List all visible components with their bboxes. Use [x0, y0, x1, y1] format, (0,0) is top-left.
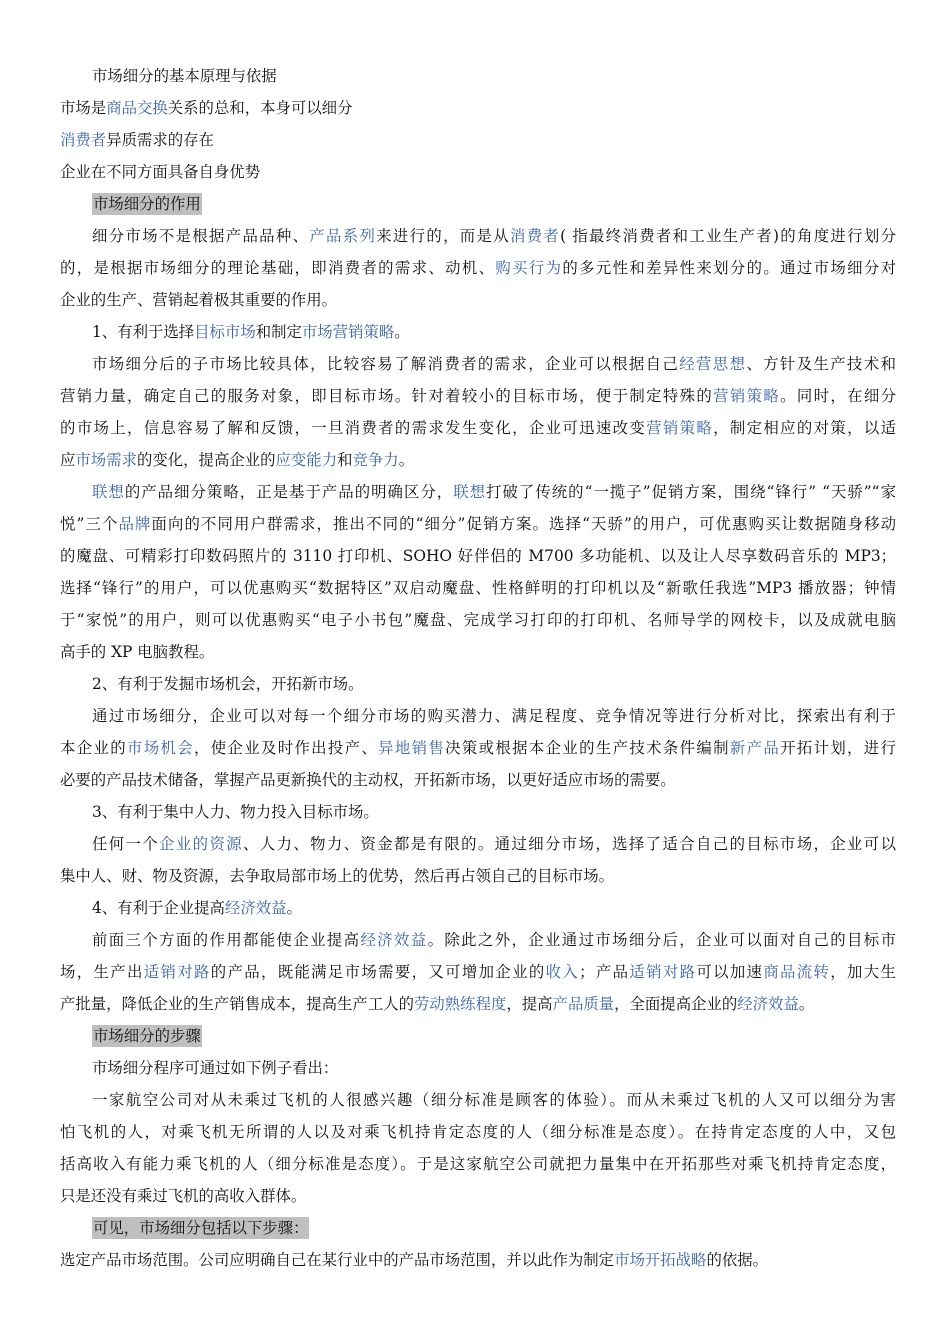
text-line [92, 192, 202, 216]
text-segment: 、人力、物力、资金都是有限的。通过细分市场，选择了适合自己的目标市场，企业可以 [243, 835, 896, 853]
term-link[interactable]: 产品系列 [309, 227, 377, 245]
text-segment: 。 [286, 899, 302, 917]
term-link[interactable]: 市场需求 [75, 451, 137, 469]
term-link[interactable]: 劳动熟练程度 [414, 995, 507, 1013]
text-segment: 一家航空公司对从未乘过飞机的人很感兴趣（细分标准是顾客的体验）。而从未乘过飞机的人又可以细分为害 [92, 1091, 896, 1109]
text-line [92, 1056, 338, 1080]
text-line [60, 640, 214, 664]
text-line [60, 384, 896, 408]
text-segment: 集中人、财、物及资源，去争取局部市场上的优势，然后再占领自己的目标市场。 [60, 867, 615, 885]
text-segment: 关系的总和，本身可以细分 [167, 99, 353, 117]
text-segment: ；产品 [579, 963, 630, 981]
text-segment: 的变化，提高企业的 [136, 451, 276, 469]
term-link[interactable]: 联想 [92, 483, 125, 501]
text-segment: 。 [798, 995, 815, 1013]
text-segment: 的多元性和差异性来划分的。通过市场细分对 [562, 259, 896, 277]
text-segment: 和 [337, 451, 353, 469]
term-link[interactable]: 收入 [545, 963, 580, 981]
term-link[interactable]: 企业的资源 [159, 835, 244, 853]
text-segment: 前面三个方面的作用都能使企业提高 [92, 931, 361, 949]
text-line [60, 736, 896, 760]
text-line [92, 800, 379, 824]
term-link[interactable]: 产品质量 [552, 995, 615, 1013]
text-line [60, 416, 896, 440]
text-segment: 、方针及生产技术和 [746, 355, 896, 373]
text-segment: ，制定相应的对策，以适 [713, 419, 896, 437]
text-segment: 。除此之外，企业通过市场细分后，企业可以面对自己的目标市 [427, 931, 896, 949]
text-segment: 的依据。 [706, 1251, 769, 1269]
text-segment: 的产品，既能满足市场需要，又可增加企业的 [210, 963, 546, 981]
term-link[interactable]: 市场机会 [126, 739, 194, 757]
text-segment: 场，生产出 [60, 963, 144, 981]
text-line [92, 1088, 896, 1112]
term-link[interactable]: 经济效益 [360, 931, 428, 949]
term-link[interactable]: 新产品 [729, 739, 781, 757]
text-line [92, 224, 896, 248]
text-line [60, 96, 352, 120]
term-link[interactable]: 消费者 [60, 131, 107, 149]
term-link[interactable]: 经营思想 [679, 355, 747, 373]
text-segment: 必要的产品技术储备，掌握产品更新换代的主动权，开拓新市场，以更好适应市场的需要。 [60, 771, 676, 789]
term-link[interactable]: 目标市场 [194, 323, 256, 341]
term-link[interactable]: 商品流转 [763, 963, 831, 981]
text-segment: 决策或根据本企业的生产技术条件编制 [445, 739, 730, 757]
text-line [60, 1120, 896, 1144]
text-segment: 的，是根据市场细分的理论基础，即消费者的需求、动机、 [60, 259, 496, 277]
text-segment: 的市场上，信息容易了解和反馈，一旦消费者的需求发生变化，企业可迅速改变 [60, 419, 647, 437]
text-segment: 和制定 [255, 323, 302, 341]
text-line [60, 544, 896, 568]
text-line [60, 288, 337, 312]
text-segment: 选择“锋行”的用户，可以优惠购买“数据特区”双启动魔盘、性格鲜明的打印机以及“新歌任我选”MP3 播放器；钟情 [60, 579, 896, 597]
text-segment: 的魔盘、可精彩打印数码照片的 3110 打印机、SOHO 好伴侣的 M700 多功能机、以及让人尽享数码音乐的 MP3； [60, 547, 896, 565]
section-heading: 可见，市场细分包括以下步骤： [93, 1219, 309, 1237]
text-segment: 本企业的 [60, 739, 127, 757]
text-segment: 高手的 XP 电脑教程。 [60, 643, 215, 661]
text-line [92, 896, 302, 920]
text-segment: 的产品细分策略，正是基于产品的明确区分， [124, 483, 454, 501]
text-line [60, 512, 896, 536]
section-heading: 市场细分的作用 [93, 195, 201, 213]
text-segment: 任何一个 [92, 835, 160, 853]
text-line [60, 864, 614, 888]
text-segment: 市场细分程序可通过如下例子看出： [92, 1059, 339, 1077]
term-link[interactable]: 异地销售 [378, 739, 446, 757]
term-link[interactable]: 应变能力 [275, 451, 338, 469]
text-line [92, 480, 896, 504]
text-segment: 。同时，在细分 [780, 387, 896, 405]
text-segment: ，提高 [506, 995, 553, 1013]
text-segment: 异质需求的存在 [106, 131, 214, 149]
text-line [60, 768, 676, 792]
text-line [60, 960, 896, 984]
text-segment: 1、有利于选择 [92, 323, 195, 341]
text-line [60, 1152, 896, 1176]
text-line [60, 256, 896, 280]
text-line [92, 704, 896, 728]
term-link[interactable]: 购买行为 [495, 259, 563, 277]
term-link[interactable]: 市场营销策略 [301, 323, 395, 341]
term-link[interactable]: 商品交换 [106, 99, 168, 117]
text-line [92, 320, 410, 344]
text-line [60, 448, 414, 472]
term-link[interactable]: 适销对路 [143, 963, 211, 981]
text-segment: 悦”三个 [60, 515, 119, 533]
text-line [60, 128, 214, 152]
term-link[interactable]: 品牌 [118, 515, 152, 533]
text-line [60, 992, 814, 1016]
text-segment: 选定产品市场范围。公司应明确自己在某行业中的产品市场范围，并以此作为制定 [60, 1251, 615, 1269]
text-segment: ，使企业及时作出投产、 [193, 739, 379, 757]
text-segment: 市场是 [60, 99, 107, 117]
text-segment: 打破了传统的“一揽子”促销方案，围绕“锋行” “天骄”“家 [486, 483, 896, 501]
text-line [92, 928, 896, 952]
text-line [60, 160, 260, 184]
text-segment: 细分市场不是根据产品品种、 [92, 227, 310, 245]
text-segment: 应 [60, 451, 76, 469]
text-line [92, 1216, 309, 1240]
text-segment: 4、有利于企业提高 [92, 899, 225, 917]
text-segment: ( 指最终消费者和工业生产者)的角度进行划分 [560, 227, 896, 245]
text-segment: 。 [398, 451, 415, 469]
text-segment: 2、有利于发掘市场机会，开拓新市场。 [92, 675, 364, 693]
text-segment: 3、有利于集中人力、物力投入目标市场。 [92, 803, 379, 821]
text-line [92, 1024, 202, 1048]
term-link[interactable]: 消费者 [509, 227, 561, 245]
term-link[interactable]: 竞争力 [352, 451, 399, 469]
text-segment: 开拓计划，进行 [780, 739, 896, 757]
text-segment: 通过市场细分，企业可以对每一个细分市场的购买潜力、满足程度、竞争情况等进行分析对比，探索出有利于 [92, 707, 896, 725]
text-segment: 企业的生产、营销起着极其重要的作用。 [60, 291, 338, 309]
text-segment: 企业在不同方面具备自身优势 [60, 163, 261, 181]
term-link[interactable]: 市场开拓战略 [614, 1251, 707, 1269]
text-line [92, 672, 363, 696]
text-segment: 可以加速 [696, 963, 764, 981]
text-segment: 来进行的，而是从 [376, 227, 510, 245]
text-line [60, 1248, 768, 1272]
text-segment: 市场细分后的子市场比较具体，比较容易了解消费者的需求，企业可以根据自己 [92, 355, 680, 373]
text-segment: ，全面提高企业的 [614, 995, 738, 1013]
text-segment: ，加大生 [830, 963, 896, 981]
term-link[interactable]: 经济效益 [224, 899, 287, 917]
text-line [92, 64, 277, 88]
term-link[interactable]: 营销策略 [713, 387, 781, 405]
text-line [60, 608, 896, 632]
text-segment: 产批量，降低企业的生产销售成本，提高生产工人的 [60, 995, 414, 1013]
text-segment: 营销力量，确定自己的服务对象，即目标市场。针对着较小的目标市场，便于制定特殊的 [60, 387, 714, 405]
text-line [92, 352, 896, 376]
section-heading: 市场细分的步骤 [93, 1027, 201, 1045]
text-segment: 市场细分的基本原理与依据 [92, 67, 277, 85]
text-line [60, 576, 896, 600]
text-segment: 。 [394, 323, 410, 341]
term-link[interactable]: 经济效益 [737, 995, 799, 1013]
term-link[interactable]: 适销对路 [629, 963, 697, 981]
term-link[interactable]: 营销策略 [646, 419, 714, 437]
text-segment: 括高收入有能力乘飞机的人（细分标准是态度）。于是这家航空公司就把力量集中在开拓那些对乘飞机持肯定态度， [60, 1155, 896, 1173]
text-segment: 只是还没有乘过飞机的高收入群体。 [60, 1187, 307, 1205]
text-line [92, 832, 896, 856]
term-link[interactable]: 联想 [453, 483, 487, 501]
text-line [60, 1184, 306, 1208]
text-segment: 怕飞机的人，对乘飞机无所谓的人以及对乘飞机持肯定态度的人（细分标准是态度）。在持肯定态度的人中，又包 [60, 1123, 896, 1141]
text-segment: 于“家悦”的用户，则可以优惠购买“电子小书包”魔盘、完成学习打印的打印机、名师导学的网校卡，以及成就电脑 [60, 611, 896, 629]
text-segment: 面向的不同用户群需求，推出不同的“细分”促销方案。选择“天骄”的用户，可优惠购买让数据随身移动 [151, 515, 896, 533]
